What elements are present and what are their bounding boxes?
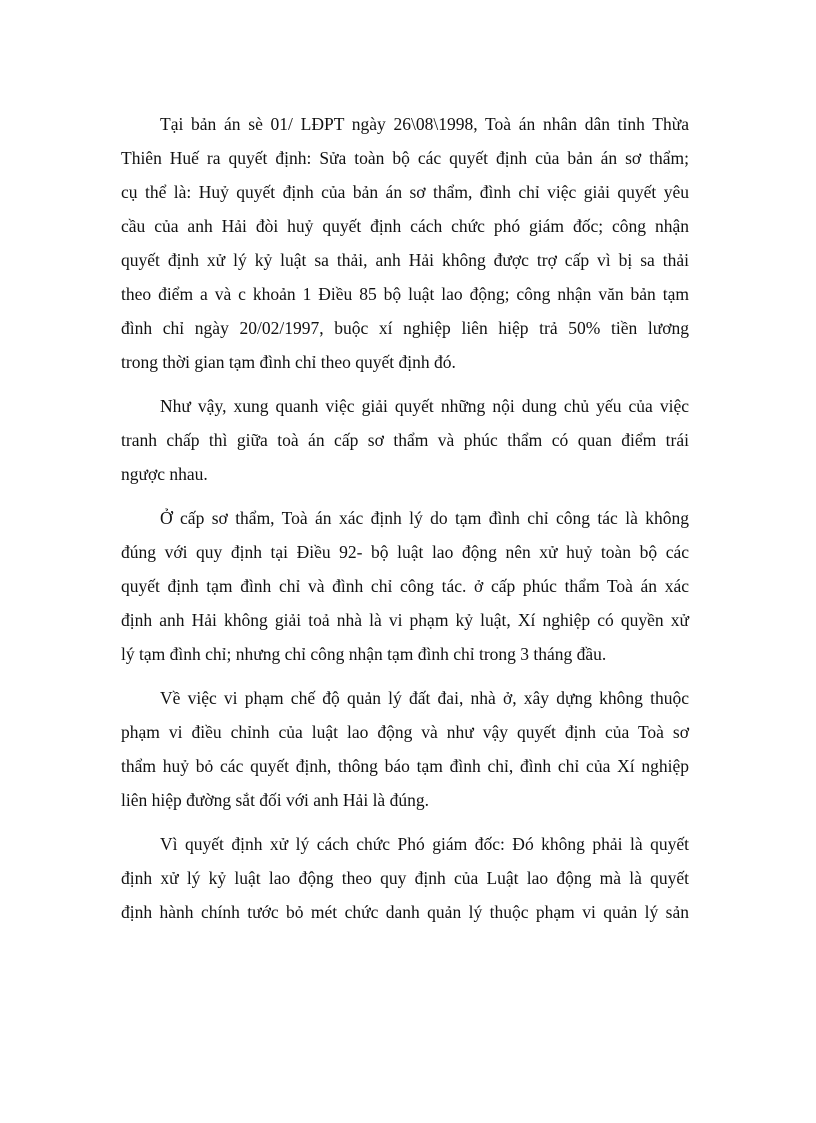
paragraph-3-line-5: lý tạm đình chỉ; nhưng chỉ công nhận tạm đình chỉ trong 3 tháng đầu.: [121, 644, 607, 664]
paragraph-3-line-1: Ở cấp sơ thẩm, Toà án xác định lý do tạm đình chỉ công tác là không: [160, 508, 689, 528]
paragraph-1-line-4: cầu của anh Hải đòi huỷ quyết định cách chức phó giám đốc; công nhận: [121, 216, 689, 236]
paragraph-2-line-3: ngược nhau.: [121, 464, 208, 484]
paragraph-1-line-5: quyết định xử lý kỷ luật sa thải, anh Hải không được trợ cấp vì bị sa thải: [121, 250, 689, 270]
paragraph-4-line-4: liên hiệp đường sắt đối với anh Hải là đúng.: [121, 790, 429, 810]
paragraph-5-line-3: định hành chính tước bỏ mét chức danh quản lý thuộc phạm vi quản lý sản: [121, 902, 689, 922]
paragraph-1-line-7: đình chỉ ngày 20/02/1997, buộc xí nghiệp liên hiệp trả 50% tiền lương: [121, 318, 689, 338]
paragraph-1-line-3: cụ thể là: Huỷ quyết định của bản án sơ thẩm, đình chỉ việc giải quyết yêu: [121, 182, 689, 202]
paragraph-1-line-6: theo điểm a và c khoản 1 Điều 85 bộ luật lao động; công nhận văn bản tạm: [121, 284, 689, 304]
paragraph-2-line-1: Như vậy, xung quanh việc giải quyết những nội dung chủ yếu của việc: [160, 396, 689, 416]
paragraph-3-line-2: đúng với quy định tại Điều 92- bộ luật lao động nên xử huỷ toàn bộ các: [121, 542, 689, 562]
paragraph-4-line-2: phạm vi điều chỉnh của luật lao động và như vậy quyết định của Toà sơ: [121, 722, 689, 742]
paragraph-5-line-2: định xử lý kỷ luật lao động theo quy định của Luật lao động mà là quyết: [121, 868, 689, 888]
paragraph-1-line-2: Thiên Huế ra quyết định: Sửa toàn bộ các quyết định của bản án sơ thẩm;: [121, 148, 689, 168]
paragraph-4-line-3: thẩm huỷ bỏ các quyết định, thông báo tạm đình chỉ, đình chỉ của Xí nghiệp: [121, 756, 689, 776]
paragraph-5-line-1: Vì quyết định xử lý cách chức Phó giám đốc: Đó không phải là quyết: [160, 834, 689, 854]
paragraph-2-line-2: tranh chấp thì giữa toà án cấp sơ thẩm và phúc thẩm có quan điểm trái: [121, 430, 689, 450]
paragraph-1-line-8: trong thời gian tạm đình chỉ theo quyết định đó.: [121, 352, 456, 372]
paragraph-3-line-4: định anh Hải không giải toả nhà là vi phạm kỷ luật, Xí nghiệp có quyền xử: [121, 610, 689, 630]
paragraph-4-line-1: Về việc vi phạm chế độ quản lý đất đai, nhà ở, xây dựng không thuộc: [160, 688, 689, 708]
paragraph-1-line-1: Tại bản án sè 01/ LĐPT ngày 26\08\1998, Toà án nhân dân tỉnh Thừa: [160, 114, 689, 134]
paragraph-3-line-3: quyết định tạm đình chỉ và đình chỉ công tác. ở cấp phúc thẩm Toà án xác: [121, 576, 689, 596]
